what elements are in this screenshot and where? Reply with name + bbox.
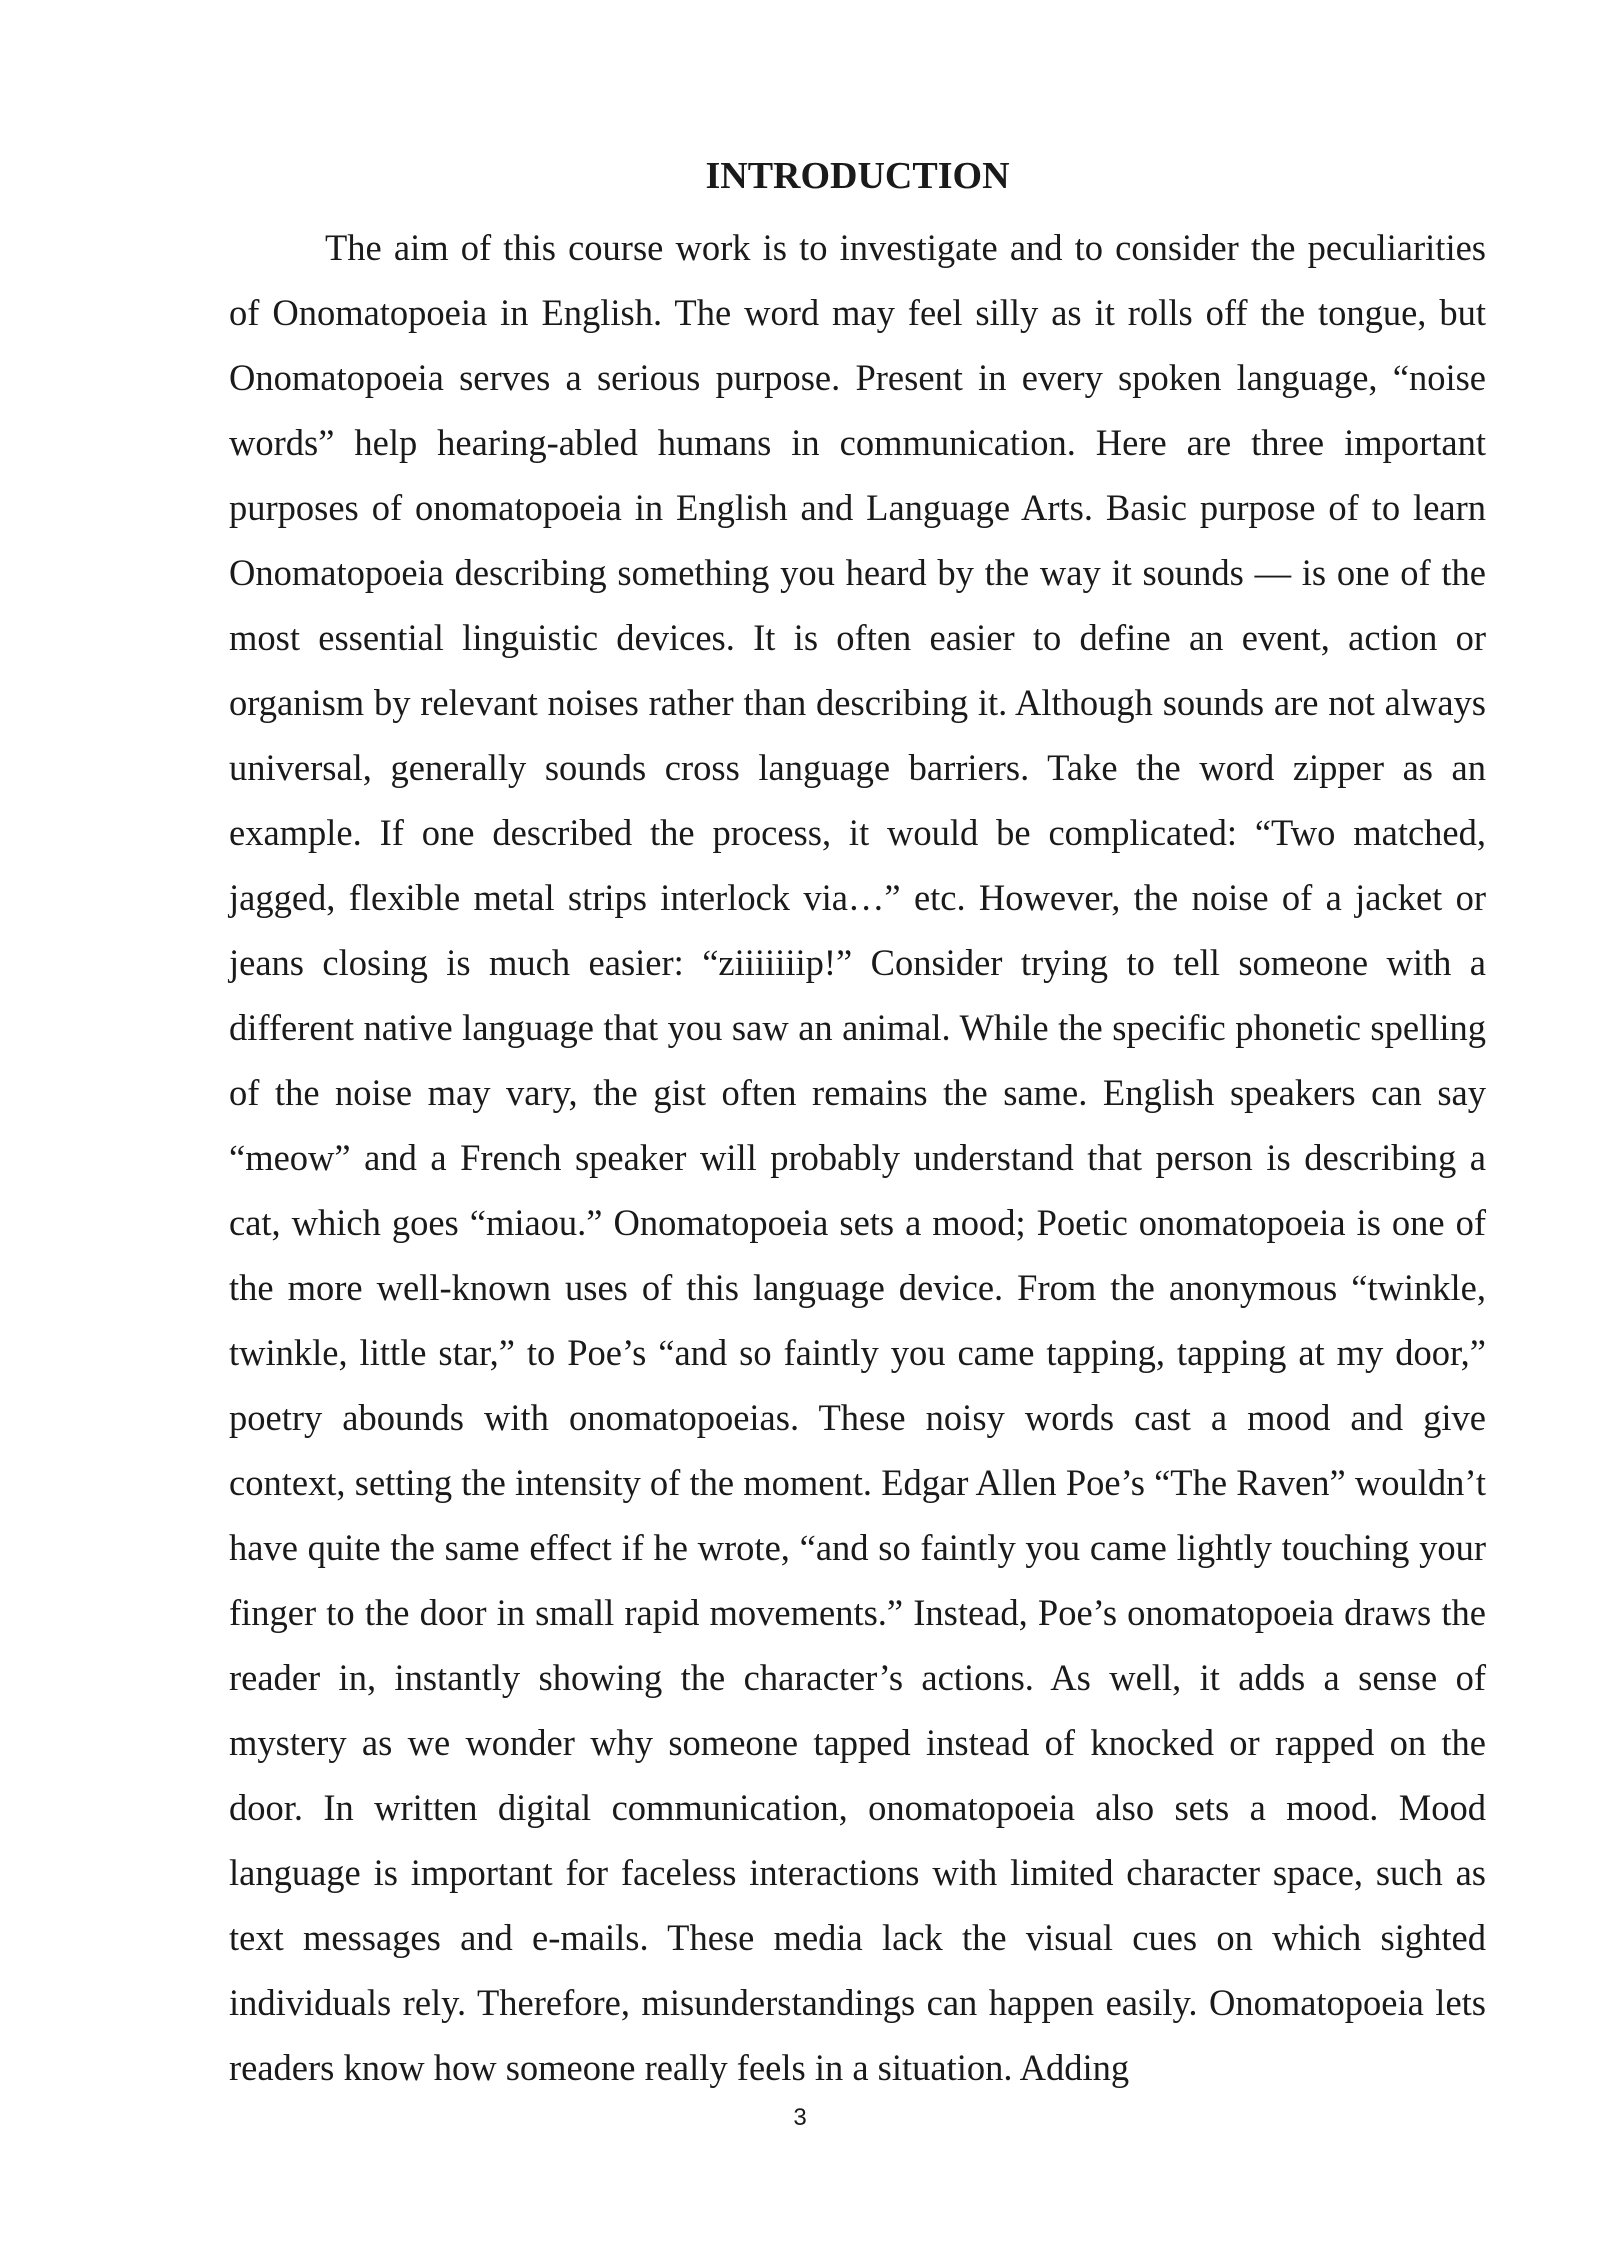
page-number: 3: [793, 2104, 807, 2131]
body-paragraph: The aim of this course work is to investigate and to consider the peculiarities of Onomatopoeia in English. The word may feel silly as it rolls off the tongue, but Onomatopoeia serves a serious purpose. Present in every spoken language, “noise words” help hearing-abled humans in communication. Here are three important purposes of onomatopoeia in English and Language Arts. Basic purpose of to learn Onomatopoeia describing something you heard by the way it sounds — is one of the most essential linguistic devices. It is often easier to define an event, action or organism by relevant noises rather than describing it. Although sounds are not always universal, generally sounds cross language barriers. Take the word zipper as an example. If one described the process, it would be complicated: “Two matched, jagged, flexible metal strips interlock via…” etc. However, the noise of a jacket or jeans closing is much easier: “ziiiiiiip!” Consider trying to tell someone with a different native language that you saw an animal. While the specific phonetic spelling of the noise may vary, the gist often remains the same. English speakers can say “meow” and a French speaker will probably understand that person is describing a cat, which goes “miaou.” Onomatopoeia sets a mood; Poetic onomatopoeia is one of the more well-known uses of this language device. From the anonymous “twinkle, twinkle, little star,” to Poe’s “and so faintly you came tapping, tapping at my door,” poetry abounds with onomatopoeias. These noisy words cast a mood and give context, setting the intensity of the moment. Edgar Allen Poe’s “The Raven” wouldn’t have quite the same effect if he wrote, “and so faintly you came lightly touching your finger to the door in small rapid movements.” Instead, Poe’s onomatopoeia draws the reader in, instantly showing the character’s actions. As well, it adds a sense of mystery as we wonder why someone tapped instead of knocked or rapped on the door. In written digital communication, onomatopoeia also sets a mood. Mood language is important for faceless interactions with limited character space, such as text messages and e-mails. These media lack the visual cues on which sighted individuals rely. Therefore, misunderstandings can happen easily. Onomatopoeia lets readers know how someone really feels in a situation. Adding: [229, 227, 1486, 2088]
section-heading: INTRODUCTION: [705, 155, 1010, 197]
